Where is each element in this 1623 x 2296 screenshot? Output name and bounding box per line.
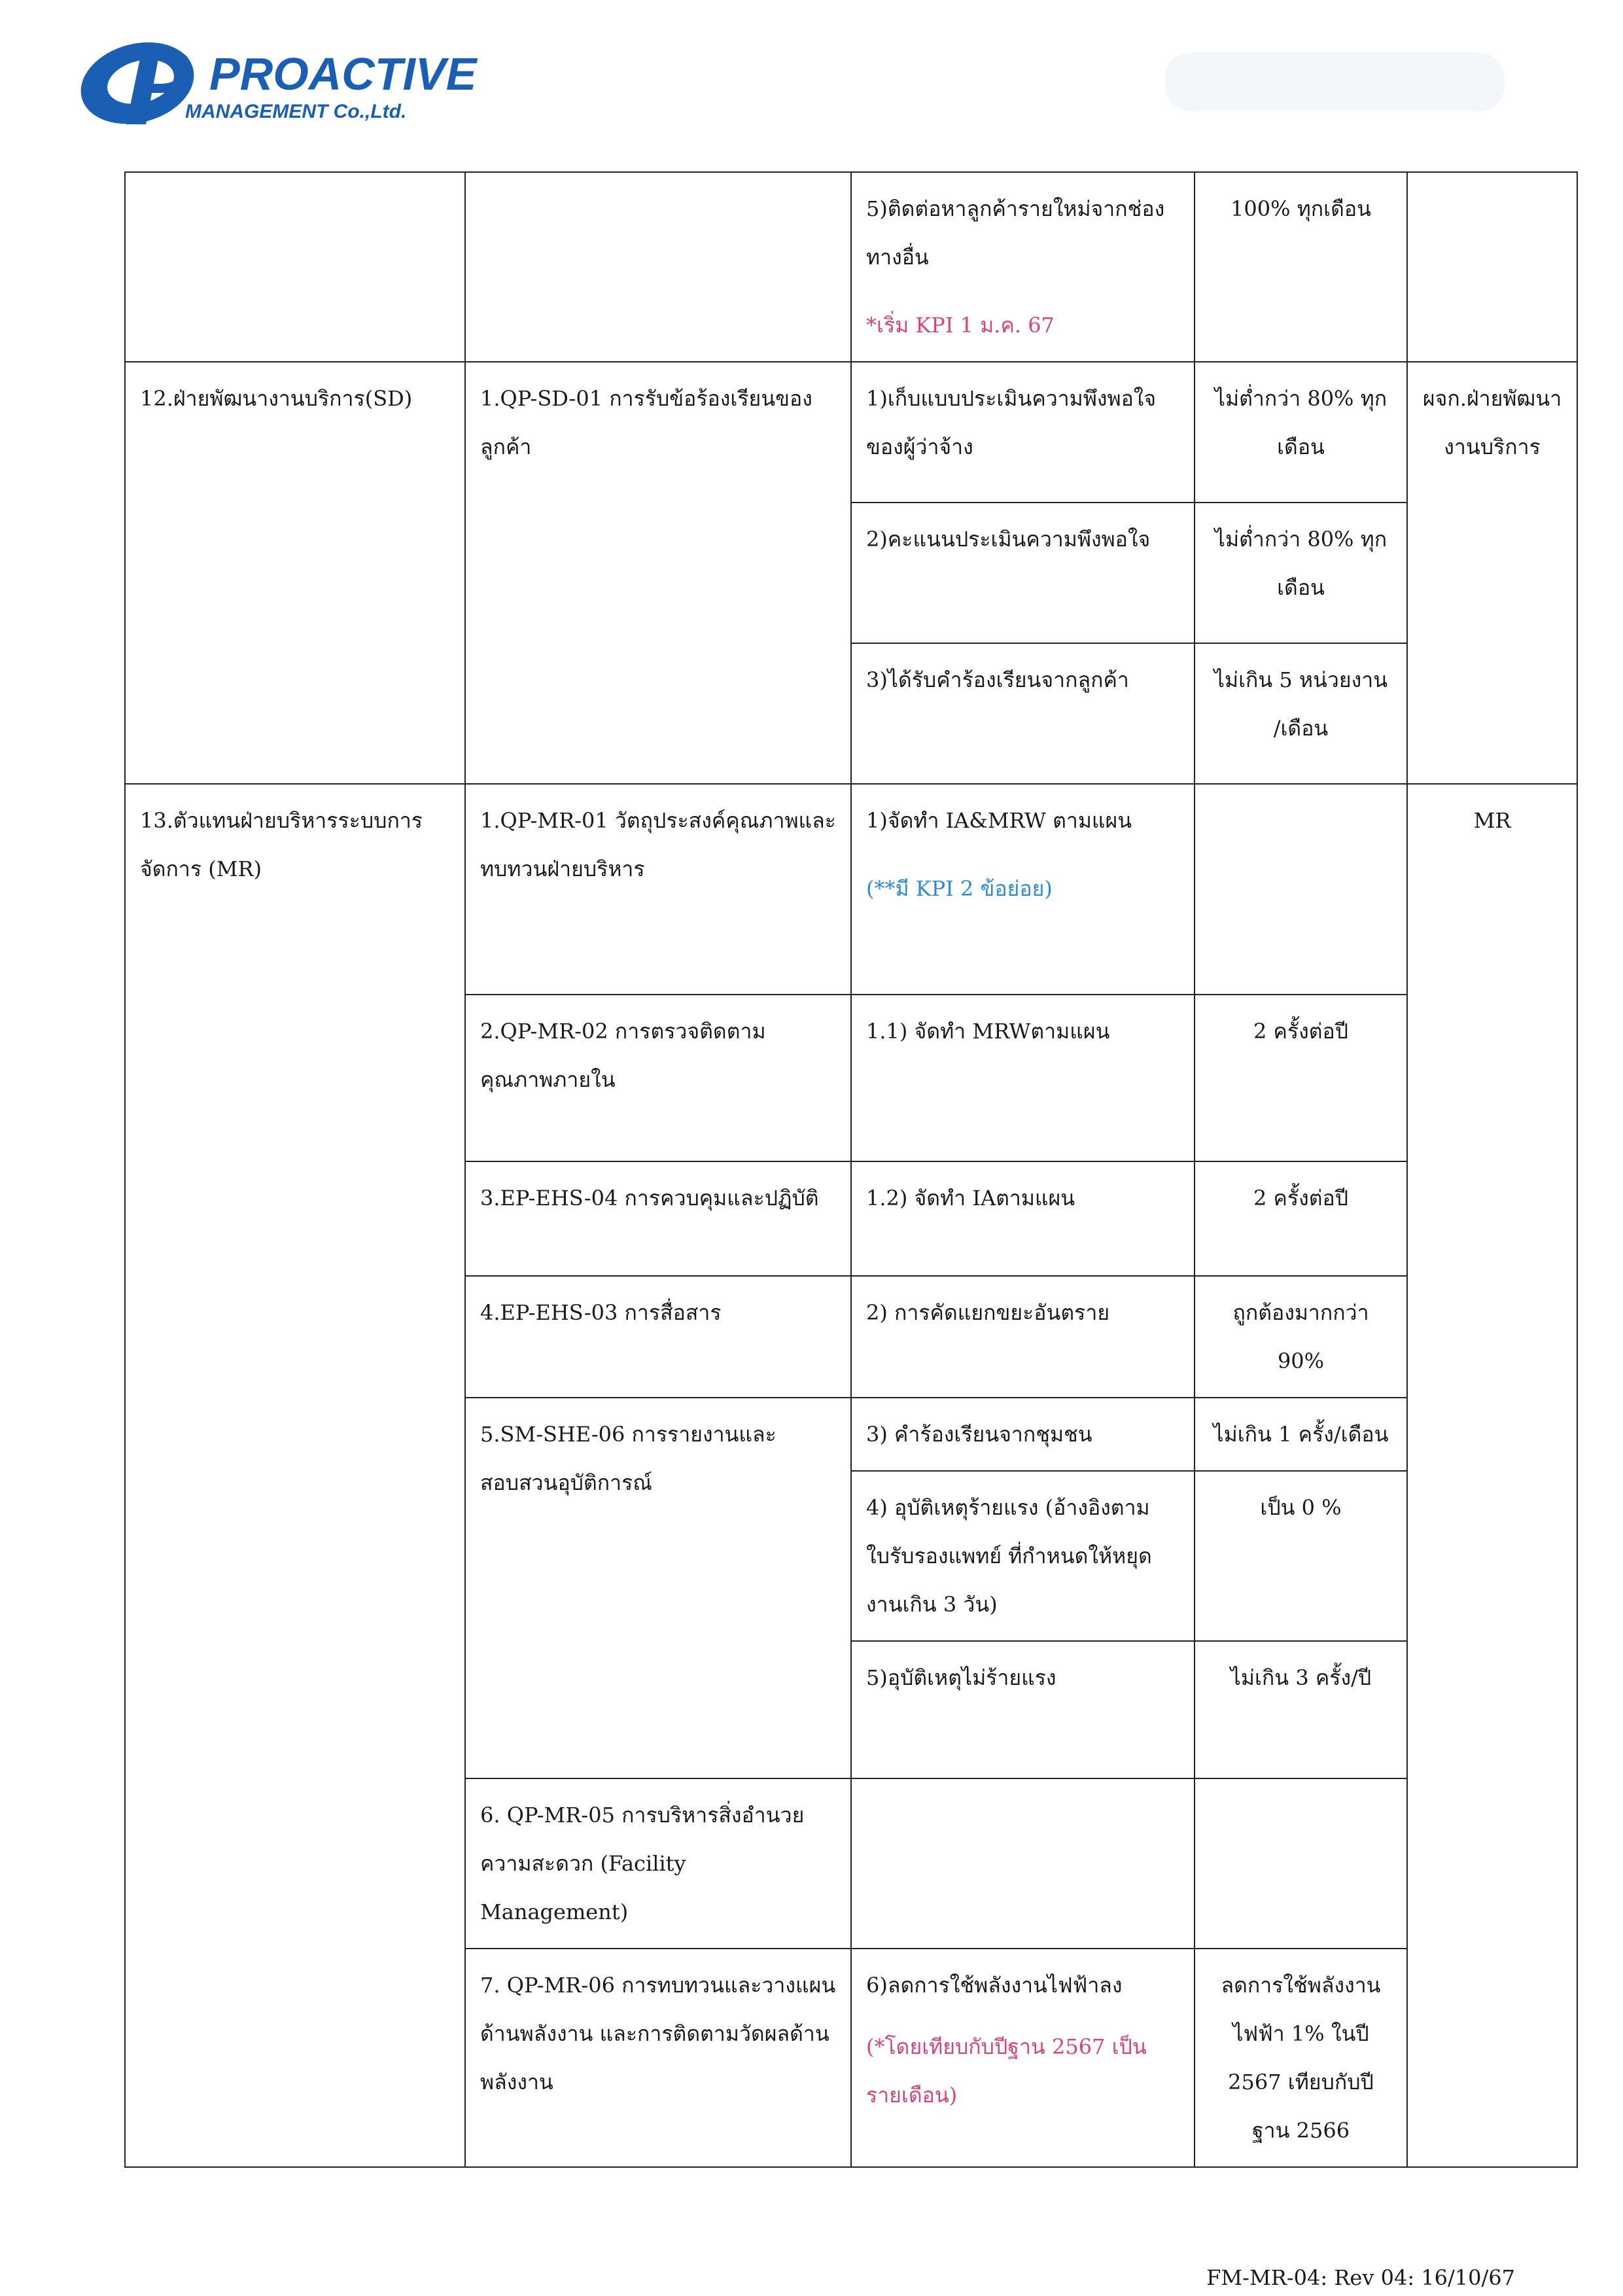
target-cell: ถูกต้องมากกว่า 90% [1195, 1276, 1407, 1398]
kpi-cell: 2) การคัดแยกขยะอันตราย [851, 1276, 1195, 1398]
target-cell [1195, 784, 1407, 995]
procedure-cell: 6. QP-MR-05 การบริหารสิ่งอำนวยความสะดวก (Facility Management) [465, 1778, 851, 1949]
kpi-text: 5)ติดต่อหาลูกค้ารายใหม่จากช่องทางอื่น [866, 196, 1165, 270]
document-code: FM-MR-04: Rev 04: 16/10/67 [1206, 2265, 1515, 2290]
dept-cell: 13.ตัวแทนฝ่ายบริหารระบบการจัดการ (MR) [125, 784, 465, 2167]
procedure-cell: 7. QP-MR-06 การทบทวนและวางแผนด้านพลังงาน และการติดตามวัดผลด้านพลังงาน [465, 1949, 851, 2167]
kpi-cell: 1)เก็บแบบประเมินความพึงพอใจของผู้ว่าจ้าง [851, 362, 1195, 503]
kpi-text: 1)จัดทำ IA&MRW ตามแผน [866, 808, 1132, 833]
procedure-cell: 1.QP-MR-01 วัตถุประสงค์คุณภาพและทบทวนฝ่ายบริหาร [465, 784, 851, 995]
kpi-cell: 3) คำร้องเรียนจากชุมชน [851, 1398, 1195, 1471]
kpi-text: 6)ลดการใช้พลังงานไฟฟ้าลง [866, 1973, 1123, 1998]
target-cell: ไม่เกิน 1 ครั้ง/เดือน [1195, 1398, 1407, 1471]
procedure-cell: 5.SM-SHE-06 การรายงานและสอบสวนอุบัติการณ์ [465, 1398, 851, 1778]
kpi-cell [851, 784, 1195, 995]
logo-subtitle: MANAGEMENT Co.,Ltd. [185, 101, 407, 122]
procedure-cell: 3.EP-EHS-04 การควบคุมและปฏิบัติ [465, 1161, 851, 1276]
target-cell: 100% ทุกเดือน [1195, 172, 1407, 362]
logo-watermark [1151, 26, 1518, 131]
kpi-cell [851, 172, 1195, 362]
target-cell: ลดการใช้พลังงานไฟฟ้า 1% ในปี 2567 เทียบกับปีฐาน 2566 [1195, 1949, 1407, 2167]
kpi-cell: 2)คะแนนประเมินความพึงพอใจ [851, 503, 1195, 643]
target-cell [1195, 1778, 1407, 1949]
kpi-cell: 5)อุบัติเหตุไม่ร้ายแรง [851, 1641, 1195, 1778]
target-cell: 2 ครั้งต่อปี [1195, 1161, 1407, 1276]
table-row [125, 784, 1577, 995]
dept-cell: 12.ฝ่ายพัฒนางานบริการ(SD) [125, 362, 465, 784]
target-cell: 2 ครั้งต่อปี [1195, 995, 1407, 1161]
target-cell: ไม่ต่ำกว่า 80% ทุกเดือน [1195, 362, 1407, 503]
logo-name: PROACTIVE [209, 48, 477, 99]
kpi-cell: 4) อุบัติเหตุร้ายแรง (อ้างอิงตามใบรับรองแพทย์ ที่กำหนดให้หยุดงานเกิน 3 วัน) [851, 1471, 1195, 1641]
owner-cell: MR [1407, 784, 1577, 2167]
kpi-cell: 3)ได้รับคำร้องเรียนจากลูกค้า [851, 643, 1195, 784]
table-row [125, 362, 1577, 503]
company-logo [75, 36, 477, 134]
kpi-cell [851, 1949, 1195, 2167]
target-cell: ไม่เกิน 3 ครั้ง/ปี [1195, 1641, 1407, 1778]
dept-cell [125, 172, 465, 362]
kpi-note: *เริ่ม KPI 1 ม.ค. 67 [866, 313, 1055, 338]
procedure-cell: 2.QP-MR-02 การตรวจติดตามคุณภาพภายใน [465, 995, 851, 1161]
kpi-cell: 1.1) จัดทำ MRWตามแผน [851, 995, 1195, 1161]
kpi-note: (**มี KPI 2 ข้อย่อย) [866, 876, 1053, 901]
owner-cell: ผจก.ฝ่ายพัฒนางานบริการ [1407, 362, 1577, 784]
target-cell: ไม่ต่ำกว่า 80% ทุกเดือน [1195, 503, 1407, 643]
owner-cell [1407, 172, 1577, 362]
procedure-cell: 1.QP-SD-01 การรับข้อร้องเรียนของลูกค้า [465, 362, 851, 784]
procedure-cell [465, 172, 851, 362]
kpi-cell: 1.2) จัดทำ IAตามแผน [851, 1161, 1195, 1276]
target-cell: เป็น 0 % [1195, 1471, 1407, 1641]
kpi-table [124, 171, 1578, 2168]
kpi-cell [851, 1778, 1195, 1949]
target-cell: ไม่เกิน 5 หน่วยงาน /เดือน [1195, 643, 1407, 784]
table-row [125, 172, 1577, 362]
kpi-note: (*โดยเทียบกับปีฐาน 2567 เป็นรายเดือน) [866, 2034, 1147, 2108]
procedure-cell: 4.EP-EHS-03 การสื่อสาร [465, 1276, 851, 1398]
